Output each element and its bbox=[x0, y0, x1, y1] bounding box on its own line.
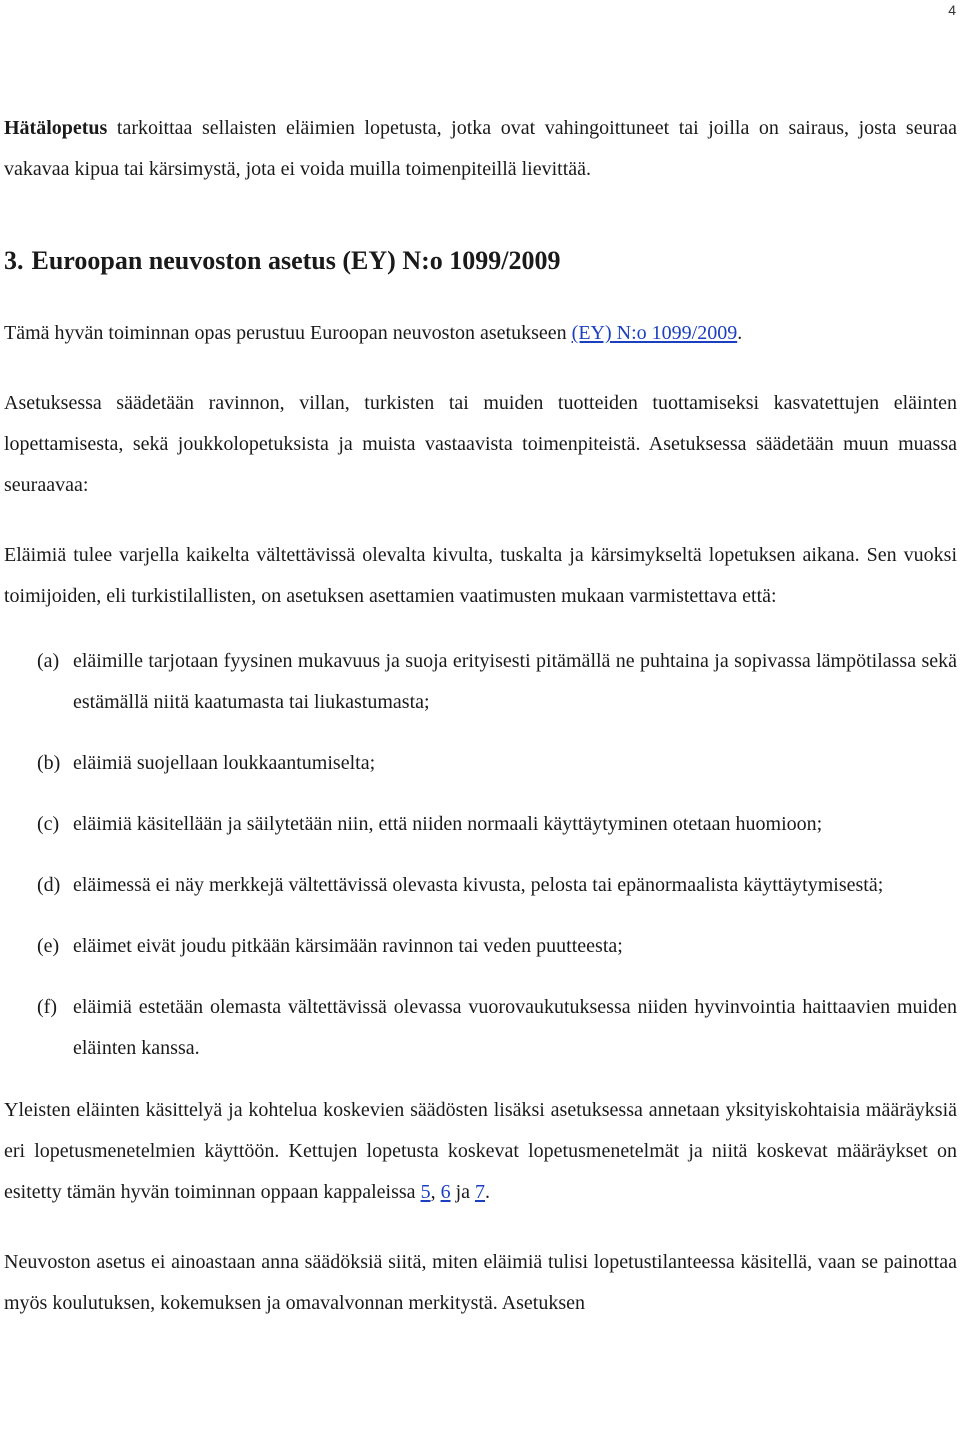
list-marker: (e) bbox=[37, 935, 60, 957]
methods-end: . bbox=[485, 1181, 490, 1203]
list-marker: (b) bbox=[37, 752, 61, 774]
list-marker: (f) bbox=[37, 996, 57, 1018]
chapter-link-5[interactable]: 5 bbox=[420, 1181, 431, 1203]
page-number: 4 bbox=[948, 2, 956, 18]
section-number: 3. bbox=[4, 246, 24, 275]
list-item-text: eläimiä suojellaan loukkaantumiselta; bbox=[73, 752, 376, 774]
chapter-link-7[interactable]: 7 bbox=[475, 1181, 485, 1203]
list-item-text: eläimet eivät joudu pitkään kärsimään ravinnon tai veden puutteesta; bbox=[73, 935, 623, 957]
intro-text: Tämä hyvän toiminnan opas perustuu Euroopan neuvoston asetukseen bbox=[4, 322, 572, 344]
defined-term: Hätälopetus bbox=[4, 117, 108, 139]
paragraph-methods bbox=[4, 1090, 957, 1213]
list-marker: (c) bbox=[37, 813, 60, 835]
section-title: Euroopan neuvoston asetus (EY) N:o 1099/2009 bbox=[31, 246, 561, 275]
paragraph-regulation: Asetuksessa säädetään ravinnon, villan, turkisten tai muiden tuotteiden tuottamiseksi kasvatettujen eläinten lopettamisesta, sekä joukkolopetuksista ja muista vastaavista toimenpiteistä. Asetuksessa säädetään muun muassa seuraavaa: bbox=[4, 392, 957, 496]
section-heading bbox=[4, 243, 957, 279]
list-item-text: eläimille tarjotaan fyysinen mukavuus ja suoja erityisesti pitämällä ne puhtaina ja sopivassa lämpötilassa sekä estämällä niitä kaatumasta tai liukastumasta; bbox=[73, 650, 957, 713]
paragraph-intro bbox=[4, 313, 957, 354]
list-marker: (d) bbox=[37, 874, 61, 896]
requirements-list bbox=[4, 641, 957, 1069]
regulation-link[interactable]: (EY) N:o 1099/2009 bbox=[571, 322, 738, 344]
list-item bbox=[4, 987, 957, 1069]
definition-text: tarkoittaa sellaisten eläimien lopetusta, jotka ovat vahingoittuneet tai joilla on sairaus, josta seuraa vakavaa kipua tai kärsimystä, jota ei voida muilla toimenpiteillä lievittää. bbox=[4, 117, 957, 180]
list-item-text: eläimessä ei näy merkkejä vältettävissä olevasta kivusta, pelosta tai epänormaalista käyttäytymisestä; bbox=[73, 874, 884, 896]
list-item-text: eläimiä käsitellään ja säilytetään niin, että niiden normaali käyttäytyminen otetaan huomioon; bbox=[73, 813, 823, 835]
separator: , bbox=[430, 1181, 441, 1203]
methods-text: Yleisten eläinten käsittelyä ja kohtelua koskevien säädösten lisäksi asetuksessa annetaan yksityiskohtaisia määräyksiä eri lopetusmenetelmien käyttöön. Kettujen lopetusta koskevat lopetusmenetelmät ja niitä koskevat määräykset on esitetty tämän hyvän toiminnan oppaan kappaleissa bbox=[4, 1099, 957, 1203]
intro-end: . bbox=[737, 322, 743, 344]
list-item bbox=[4, 804, 957, 845]
list-item bbox=[4, 865, 957, 906]
list-item bbox=[4, 926, 957, 967]
chapter-link-6[interactable]: 6 bbox=[440, 1181, 451, 1203]
separator: ja bbox=[450, 1181, 475, 1203]
list-marker: (a) bbox=[37, 650, 60, 672]
paragraph-definition bbox=[4, 108, 957, 190]
paragraph-requirements: Eläimiä tulee varjella kaikelta vältettävissä olevalta kivulta, tuskalta ja kärsimykseltä lopetuksen aikana. Sen vuoksi toimijoiden, eli turkistilallisten, on asetuksen asettamien vaatimusten mukaan varmistettava että: bbox=[4, 544, 957, 607]
paragraph-training: Neuvoston asetus ei ainoastaan anna säädöksiä siitä, miten eläimiä tulisi lopetustilanteessa käsitellä, vaan se painottaa myös koulutuksen, kokemuksen ja omavalvonnan merkitystä. Asetuksen bbox=[4, 1251, 957, 1314]
document-body bbox=[4, 108, 957, 1324]
list-item bbox=[4, 641, 957, 723]
list-item-text: eläimiä estetään olemasta vältettävissä olevassa vuorovaukutuksessa niiden hyvinvointia haittaavien muiden eläinten kanssa. bbox=[73, 996, 957, 1059]
list-item bbox=[4, 743, 957, 784]
